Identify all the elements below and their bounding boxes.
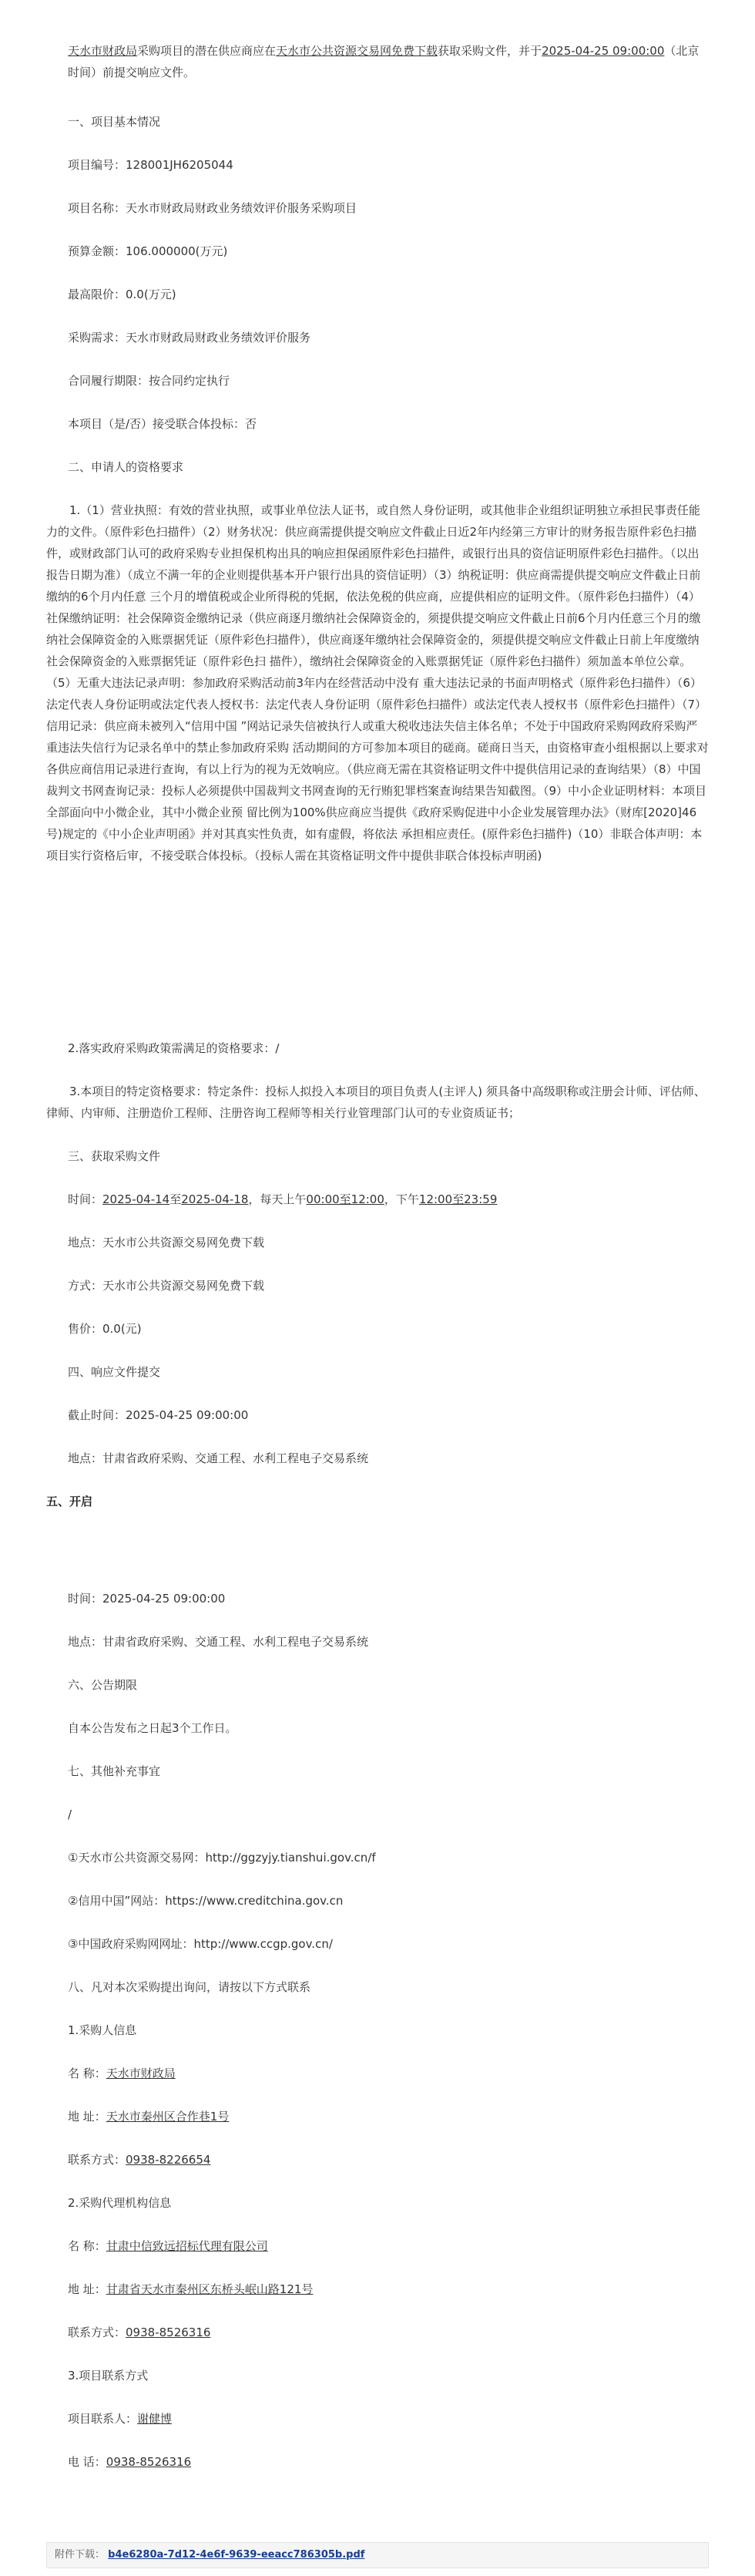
- acquire-time: 时间：2025-04-14至2025-04-18，每天上午00:00至12:00，下午12:00至23:59: [68, 1192, 498, 1206]
- project-code: 项目编号：128001JH6205044: [68, 158, 233, 172]
- buyer-address: 地 址：天水市秦州区合作巷1号: [68, 2110, 230, 2124]
- qualification-requirements: 1.（1）营业执照：有效的营业执照，或事业单位法人证书，或自然人身份证明，或其他非企业组织证明独立承担民事责任能力的文件。（原件彩色扫描件）（2）财务状况：供应商需提供提交响应文件截止日近2年内经第三方审计的财务报告原件彩色扫描件，或财政部门认可的政府采购专业担保机构出具的响应担保函原件彩色扫描件，或银行出具的资信证明原件彩色扫描件。（以出报告日期为准）（成立不满一年的企业则提供基本开户银行出具的资信证明）（3）纳税证明：供应商需提供提交响应文件截止日前缴纳的6个月内任意 三个月的增值税或企业所得税的凭据，依法免税的供应商，应提供相应的证明文件。（原件彩色扫描件）（4）社保缴纳证明：社会保障资金缴纳记录（供应商逐月缴纳社会保障资金的，须提供提交响应文件截止日前6个月内任意三个月的缴纳社会保障资金的入账票据凭证（原件彩色扫描件），供应商逐年缴纳社会保障资金的，须提供提交响应文件截止日前上年度缴纳社会保障资金的入账票据凭证（原件彩色扫 描件），缴纳社会保障资金的入账票据凭证（原件彩色扫描件）须加盖本单位公章。（5）无重大违法记录声明：参加政府采购活动前3年内在经营活动中没有 重大违法记录的书面声明格式（原件彩色扫描件）（6）法定代表人身份证明或法定代表人授权书：法定代表人身份证明（原件彩色扫描件）或法定代表人授权书（原件彩色扫描件）（7）信用记录：供应商未被列入“信用中国 ”网站记录失信被执行人或重大税收违法失信主体名单；不处于中国政府采购网政府采购严重违法失信行为记录名单中的禁止参加政府采购 活动期间的方可参加本项目的磋商。磋商日当天，由资格审查小组根据以上要求对各供应商信用记录进行查询，有以上行为的视为无效响应。（供应商无需在其资格证明文件中提供信用记录的查询结果）（8）中国裁判文书网查询记录：投标人必须提供中国裁判文书网查询的无行贿犯罪档案查询结果告知截图。（9）中小企业证明材料：本项目全部面向中小微企业，其中小微企业预 留比例为100%供应商应当提供《政府采购促进中小企业发展管理办法》（财库[2020]46号)规定的《中小企业声明函》并对其真实性负责，如有虚假，将依法 承担相应责任。(原件彩色扫描件)（10）非联合体声明：本项目实行资格后审，不接受联合体投标。（投标人需在其资格证明文件中提供非联合体投标声明函): [46, 503, 709, 863]
- contract-period: 合同履行期限：按合同约定执行: [68, 374, 230, 388]
- buyer-name: 名 称：天水市财政局: [68, 2067, 176, 2080]
- buyer-phone: 联系方式：0938-8226654: [68, 2153, 211, 2167]
- purchaser-link[interactable]: 天水市财政局: [68, 44, 138, 58]
- buyer-title: 1.采购人信息: [68, 2023, 137, 2037]
- notice-period: 自本公告发布之日起3个工作日。: [68, 1721, 237, 1735]
- agent-name: 名 称：甘肃中信致远招标代理有限公司: [68, 2239, 268, 2253]
- acquire-method: 方式：天水市公共资源交易网免费下载: [68, 1279, 265, 1293]
- attachment-download-link[interactable]: b4e6280a-7d12-4e6f-9639-eeacc786305b.pdf: [108, 2549, 365, 2561]
- link-tianshui: ①天水市公共资源交易网：http://ggzyjy.tianshui.gov.cn/f: [68, 1851, 376, 1865]
- section-title: 二、申请人的资格要求: [68, 460, 184, 474]
- section-title: 八、凡对本次采购提出询问，请按以下方式联系: [68, 1980, 311, 1994]
- submit-deadline: 截止时间：2025-04-25 09:00:00: [68, 1408, 249, 1422]
- section-title: 一、项目基本情况: [68, 115, 161, 129]
- policy-requirements: 2.落实政府采购政策需满足的资格要求：/: [68, 1041, 280, 1055]
- link-ccgp: ③中国政府采购网网址：http://www.ccgp.gov.cn/: [68, 1937, 333, 1951]
- supplement-slash: /: [68, 1808, 72, 1821]
- agent-title: 2.采购代理机构信息: [68, 2196, 172, 2210]
- requirement: 采购需求：天水市财政局财政业务绩效评价服务: [68, 331, 311, 345]
- agent-address: 地 址：甘肃省天水市秦州区东桥头岷山路121号: [68, 2282, 314, 2296]
- intro-paragraph: 天水市财政局采购项目的潜在供应商应在天水市公共资源交易网免费下载获取采购文件，并于2025-04-25 09:00:00（北京时间）前提交响应文件。: [68, 44, 700, 79]
- consortium: 本项目（是/否）接受联合体投标：否: [68, 417, 257, 431]
- agent-phone: 联系方式：0938-8526316: [68, 2325, 211, 2339]
- section-title: 三、获取采购文件: [68, 1149, 161, 1163]
- open-place: 地点：甘肃省政府采购、交通工程、水利工程电子交易系统: [68, 1635, 369, 1649]
- open-time: 时间：2025-04-25 09:00:00: [68, 1592, 226, 1606]
- specific-requirements: 3.本项目的特定资格要求：特定条件：投标人拟投入本项目的项目负责人(主评人) 须具备中高级职称或注册会计师、评估师、律师、内审师、注册造价工程师、注册咨询工程师等相关行业管理部门认可的专业资质证书；: [46, 1085, 706, 1120]
- link-creditchina: ②信用中国”网站：https://www.creditchina.gov.cn: [68, 1894, 344, 1908]
- contact-phone: 电 话：0938-8526316: [68, 2455, 192, 2469]
- submit-place: 地点：甘肃省政府采购、交通工程、水利工程电子交易系统: [68, 1451, 369, 1465]
- budget: 预算金额：106.000000(万元): [68, 244, 228, 258]
- section-title: 四、响应文件提交: [68, 1365, 161, 1379]
- max-price: 最高限价：0.0(万元): [68, 288, 176, 301]
- platform-link[interactable]: 天水市公共资源交易网免费下载: [276, 44, 438, 58]
- acquire-place: 地点：天水市公共资源交易网免费下载: [68, 1236, 265, 1249]
- price: 售价：0.0(元): [68, 1322, 142, 1336]
- deadline-link[interactable]: 2025-04-25 09:00:00: [542, 44, 665, 58]
- attachment-label: 附件下载：: [55, 2549, 106, 2561]
- contact-title: 3.项目联系方式: [68, 2369, 149, 2383]
- section-title: 六、公告期限: [68, 1678, 138, 1692]
- section-title: 五、开启: [46, 1495, 93, 1508]
- section-title: 七、其他补充事宜: [68, 1764, 161, 1778]
- attachment-bar: [46, 2542, 709, 2568]
- contact-person: 项目联系人：谢健博: [68, 2412, 173, 2426]
- project-name: 项目名称：天水市财政局财政业务绩效评价服务采购项目: [68, 201, 357, 215]
